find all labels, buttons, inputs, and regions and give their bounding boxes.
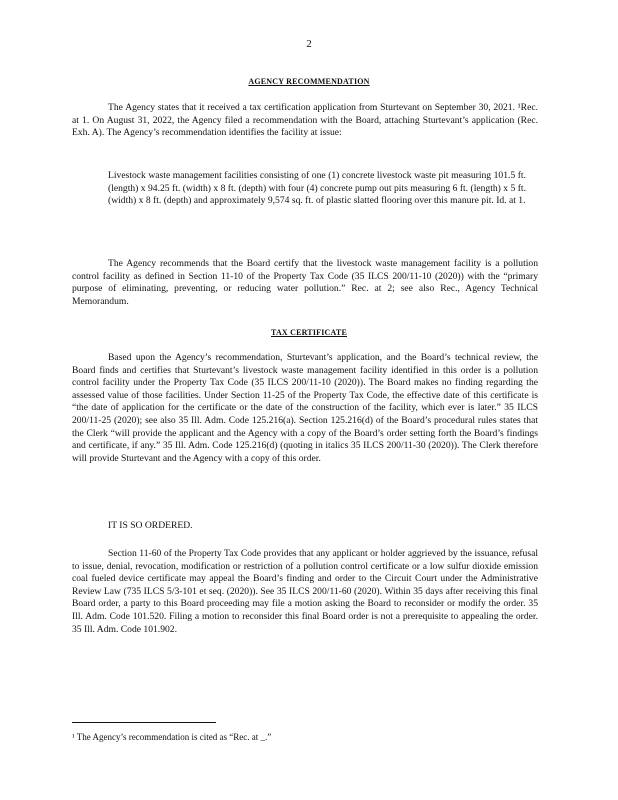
paragraph-agency-application: The Agency states that it received a tax certification application from Sturtevant on September 30, 2021. ¹Rec. at 1. On August 31, 2022, the Agency filed a recommendation with the Board, attaching Sturtevant’s application (Rec. Exh. A). The Agency’s recommendation identifies the facility at issue:: [72, 102, 538, 139]
page-number: 2: [306, 38, 312, 50]
paragraph-appeal-rights: Section 11-60 of the Property Tax Code provides that any applicant or holder aggrieved by the issuance, refusal to issue, denial, revocation, modification or restriction of a pollution control certificate or a low sulfur dioxide emission coal fueled device certificate may appeal the Board’s finding and order to the Circuit Court under the Administrative Review Law (735 ILCS 5/3-101 et seq. (2020)). See 35 ILCS 200/11-60 (2020). Within 35 days after receiving this final Board order, a party to this Board proceeding may file a motion asking the Board to reconsider or modify the order. 35 Ill. Adm. Code 101.520. Filing a motion to reconsider this final Board order is not a prerequisite to appealing the order. 35 Ill. Adm. Code 101.902.: [72, 548, 538, 635]
footnote-1: ¹ The Agency’s recommendation is cited as “Rec. at _.”: [72, 732, 272, 742]
agency-recommendation-heading: AGENCY RECOMMENDATION: [248, 77, 370, 86]
footnote-divider: [72, 722, 216, 723]
tax-certificate-heading: TAX CERTIFICATE: [271, 328, 347, 337]
it-is-so-ordered: IT IS SO ORDERED.: [108, 520, 193, 531]
paragraph-board-findings: Based upon the Agency’s recommendation, Sturtevant’s application, and the Board’s technical review, the Board finds and certifies that Sturtevant’s livestock waste management facility identified in this order is a pollution control facility under the Property Tax Code (35 ILCS 200/11-10 (2020)). The Board makes no finding regarding the assessed value of those facilities. Under Section 11-25 of the Property Tax Code, the effective date of this certificate is “the date of application for the certificate or the date of the construction of the facility, which ever is later.” 35 ILCS 200/11-25 (2020); see also 35 Ill. Adm. Code 125.216(a). Section 125.216(d) of the Board’s procedural rules states that the Clerk “will provide the applicant and the Agency with a copy of the Board’s order setting forth the Board’s findings and certificate, if any.” 35 Ill. Adm. Code 125.216(d) (quoting in italics 35 ILCS 200/11-30 (2020)). The Clerk therefore will provide Sturtevant and the Agency with a copy of this order.: [72, 352, 538, 464]
facility-block-quote: Livestock waste management facilities consisting of one (1) concrete livestock waste pit measuring 101.5 ft. (length) x 94.25 ft. (width) x 8 ft. (depth) with four (4) concrete pump out pits measuring 6 ft. (length) x 5 ft. (width) x 8 ft. (depth) and approximately 9,574 sq. ft. of plastic slatted flooring over this manure pit. Id. at 1.: [108, 170, 526, 207]
paragraph-agency-recommends: The Agency recommends that the Board certify that the livestock waste management facility is a pollution control facility as defined in Section 11-10 of the Property Tax Code (35 ILCS 200/11-10 (2020)) with the “primary purpose of eliminating, preventing, or reducing water pollution.” Rec. at 2; see also Rec., Agency Technical Memorandum.: [72, 258, 538, 307]
